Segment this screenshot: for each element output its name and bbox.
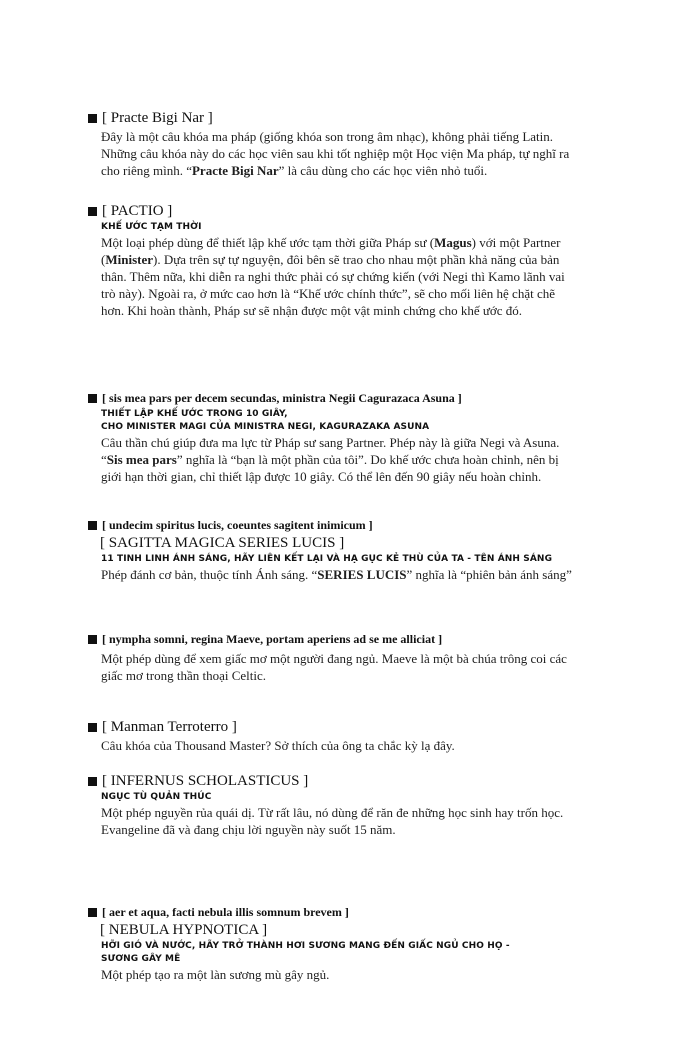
translation-note: HỠI GIÓ VÀ NƯỚC, HÃY TRỞ THÀNH HƠI SƯƠNG MANG ĐẾN GIẤC NGỦ CHO HỌ - xyxy=(101,941,510,951)
body-text: Phép đánh cơ bản, thuộc tính Ánh sáng. “ xyxy=(101,567,318,582)
square-bullet-icon xyxy=(88,394,97,403)
entry-infernus-scholasticus xyxy=(88,771,648,838)
square-bullet-icon xyxy=(88,908,97,917)
body-line: Evangeline đã và đang chịu lời nguyền này suốt 15 năm. xyxy=(101,822,396,837)
translation-note: THIẾT LẬP KHẾ ƯỚC TRONG 10 GIÂY, xyxy=(101,409,288,419)
entry-subheading: [ SAGITTA MAGICA SERIES LUCIS ] xyxy=(100,535,345,551)
body-line: Câu thần chú giúp đưa ma lực từ Pháp sư sang Partner. Phép này là giữa Negi và Asuna. xyxy=(101,435,560,450)
entry-sagitta-magica xyxy=(88,517,648,583)
body-text: ) với một Partner xyxy=(471,235,561,250)
body-text: “ xyxy=(101,452,107,467)
body-text: ( xyxy=(101,252,106,267)
entry-heading xyxy=(88,390,648,406)
bold-term: Minister xyxy=(105,252,153,267)
bold-term: Sis mea pars xyxy=(106,452,177,467)
entry-heading xyxy=(88,771,648,791)
body-text: ” nghĩa là “phiên bản ánh sáng” xyxy=(406,567,572,582)
heading-text: [ INFERNUS SCHOLASTICUS ] xyxy=(102,773,309,789)
translation-note: KHẾ ƯỚC TẠM THỜI xyxy=(101,222,202,232)
entry-nympha-somni xyxy=(88,631,648,684)
body-text: ” nghĩa là “bạn là một phần của tôi”. Do khế ước chưa hoàn chỉnh, nên bị xyxy=(176,452,559,467)
entry-heading xyxy=(88,904,648,920)
square-bullet-icon xyxy=(88,207,97,216)
body-line: Những câu khóa này do các học viên sau khi tốt nghiệp một Học viện Ma pháp, tự nghĩ ra xyxy=(101,146,570,161)
heading-text: [ aer et aqua, facti nebula illis somnum brevem ] xyxy=(102,905,349,919)
body-line: Một phép nguyền rủa quái dị. Từ rất lâu, nó dùng để răn đe những học sinh hay trốn học. xyxy=(101,805,564,820)
body-line: thân. Thêm nữa, khi diễn ra nghi thức phải có sự chứng kiến (với Negi thì Kamo lãnh vai xyxy=(101,269,565,284)
body-line xyxy=(101,251,648,268)
bold-term: Practe Bigi Nar xyxy=(191,163,279,178)
translation-note: CHO MINISTER MAGI CỦA MINISTRA NEGI, KAGURAZAKA ASUNA xyxy=(101,422,430,432)
heading-text: [ undecim spiritus lucis, coeuntes sagitent inimicum ] xyxy=(102,518,373,532)
entry-subheading: [ NEBULA HYPNOTICA ] xyxy=(100,922,268,938)
body-line xyxy=(101,234,648,251)
entry-heading xyxy=(88,517,648,533)
body-line: Một phép dùng để xem giấc mơ một người đang ngủ. Maeve là một bà chúa trông coi các xyxy=(101,651,567,666)
body-text: ). Dựa trên sự tự nguyện, đôi bên sẽ trao cho nhau một phần khả năng của bản xyxy=(153,252,560,267)
entry-sis-mea-pars xyxy=(88,390,648,485)
bold-term: SERIES LUCIS xyxy=(317,567,407,582)
body-text: Một loại phép dùng để thiết lập khế ước tạm thời giữa Pháp sư ( xyxy=(101,235,435,250)
entry-heading xyxy=(88,201,648,221)
body-line xyxy=(101,162,648,179)
heading-text: [ PACTIO ] xyxy=(102,203,173,219)
body-line: Đây là một câu khóa ma pháp (giống khóa son trong âm nhạc), không phải tiếng Latin. xyxy=(101,129,553,144)
body-line: giấc mơ trong thần thoại Celtic. xyxy=(101,668,267,683)
square-bullet-icon xyxy=(88,723,97,732)
body-line: hơn. Khi hoàn thành, Pháp sư sẽ nhận được một vật minh chứng cho khế ước đó. xyxy=(101,303,523,318)
entry-heading xyxy=(88,717,648,737)
body-line xyxy=(101,451,648,468)
heading-text: [ sis mea pars per decem secundas, ministra Negii Cagurazaca Asuna ] xyxy=(102,391,462,405)
translation-note: NGỤC TÙ QUẢN THÚC xyxy=(101,792,212,802)
body-line: giới hạn thời gian, chỉ thiết lập được 10 giây. Có thể lên đến 90 giây nếu hoàn chỉnh. xyxy=(101,469,542,484)
square-bullet-icon xyxy=(88,777,97,786)
entry-pactio xyxy=(88,201,648,319)
bold-term: Magus xyxy=(434,235,472,250)
entry-heading xyxy=(88,108,648,128)
square-bullet-icon xyxy=(88,635,97,644)
body-line: trò này). Ngoài ra, ở mức cao hơn là “Khế ước chính thức”, sẽ cho mối liên hệ chặt chẽ xyxy=(101,286,555,301)
heading-text: [ Manman Terroterro ] xyxy=(102,719,237,735)
translation-note: SƯƠNG GÂY MÊ xyxy=(101,954,181,964)
entry-nebula-hypnotica xyxy=(88,904,648,983)
square-bullet-icon xyxy=(88,114,97,123)
heading-text: [ Practe Bigi Nar ] xyxy=(102,110,213,126)
body-text: cho riêng mình. “ xyxy=(101,163,192,178)
body-line: Một phép tạo ra một làn sương mù gây ngủ. xyxy=(101,967,330,982)
body-line: Câu khóa của Thousand Master? Sở thích của ông ta chắc kỳ lạ đây. xyxy=(101,738,455,753)
entry-heading xyxy=(88,631,648,647)
heading-text: [ nympha somni, regina Maeve, portam aperiens ad se me alliciat ] xyxy=(102,632,443,646)
body-line xyxy=(101,566,648,583)
entry-practe-bigi-nar xyxy=(88,108,648,179)
entry-manman-terroterro xyxy=(88,717,648,754)
square-bullet-icon xyxy=(88,521,97,530)
body-text: ” là câu dùng cho các học viên nhỏ tuổi. xyxy=(278,163,488,178)
translation-note: 11 TINH LINH ÁNH SÁNG, HÃY LIÊN KẾT LẠI VÀ HẠ GỤC KẺ THÙ CỦA TA - TÊN ÁNH SÁNG xyxy=(101,554,553,564)
